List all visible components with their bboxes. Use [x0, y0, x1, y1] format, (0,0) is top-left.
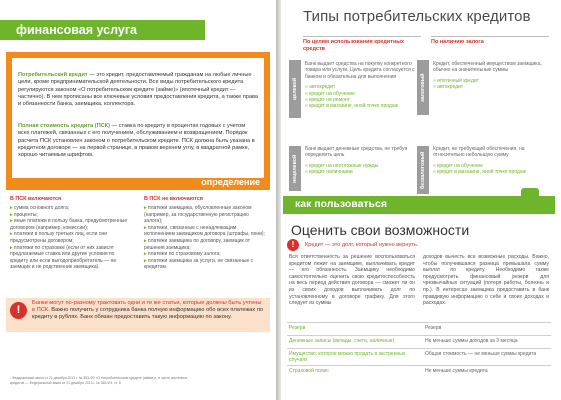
howto-label: как пользоваться — [295, 198, 387, 210]
table-cell: Не меньше суммы кредита — [423, 366, 551, 379]
warning-icon: ! — [10, 302, 27, 319]
warning-box — [6, 298, 270, 332]
left-page — [0, 0, 276, 400]
included-list — [10, 205, 130, 271]
table-cell: Имущество, которое можно продать в экстренных случаях — [287, 349, 423, 366]
definition-consumer-credit: Потребительский кредит — это кредит, предоставляемый гражданам на любые личные цели, кроме предпринимательской деятельности. Все виды потребительского кредита регулируются законом «О потребительском кредите (займе)» (ипотечный кредит — частично). В нем прописаны все ключевые условия предоставления кредита, а также права и обязанности банка, заемщика, коллектора. — [18, 72, 258, 108]
row-unsecured-label: беззалоговый — [417, 146, 429, 194]
footnotes: ¹ Федеральный закон от 21 декабря 2013 г. № 353-ФЗ «О потребительском кредите (займе)», в части ипотечных кредитов — Федеральный закон от 21 декабря 2013 г. № 363-ФЗ, ст. 6. — [10, 376, 188, 385]
list-item: ▸ платежи по страховке (если от них зависят предлагаемые ставка или другие условия по кредиту или если выгодоприобретатель — не заемщик и не родственник заемщика). — [10, 245, 130, 271]
list-item: ▸ платежи заемщика по договору, заемщик от решения заемщика; — [144, 238, 268, 251]
example-item: » кредит на неотложные нужды — [305, 162, 379, 169]
example-item: » кредит на ремонт — [305, 97, 350, 104]
rate-text-right: доходов вычесть все возможные расходы. Важно, чтобы получившаяся разница превышала сумму выплат по кредиту. Необходимо также предусмотреть финансовый резерв для чрезвычайных ситуаций (потеря работы, болезнь и пр.). В интересах заемщика предоставить в банк правдивую информацию о себе и своих доходах и расходах. — [423, 254, 549, 307]
row-untargeted-label: нецелевой — [289, 146, 301, 191]
warning-text: Банки могут по-разному трактовать одни и те же статьи, которые должны быть учтены в ПСК. Важно получить у сотрудника банка полную информацию обо всех платежах по кредиту в рублях. Банк обязан предоставить такую информацию по закону. — [32, 300, 264, 320]
row-targeted-label: целевой — [289, 60, 301, 118]
table-cell: Общая стоимость — не меньше суммы кредита — [423, 349, 551, 366]
example-item: » автокредит — [433, 84, 464, 91]
example-item: » автокредит — [305, 84, 336, 91]
excluded-list — [144, 205, 268, 271]
excluded-heading: В ПСК не включаются — [144, 196, 203, 202]
definition-label: определение — [201, 177, 260, 187]
list-item: ▸ платежи заемщика за услуги, не связанные с кредитом. — [144, 258, 268, 271]
example-item: » кредит на обучение — [433, 162, 483, 169]
types-title: Типы потребительских кредитов — [303, 8, 531, 25]
col-collateral-heading: По наличию залога — [431, 36, 549, 46]
list-item: ▸ платежи заемщика, обусловленные законом (например, за государственную регистрацию залога); — [144, 205, 268, 225]
example-item: » ипотечный кредит — [433, 77, 479, 84]
definition-full-cost: Полная стоимость кредита (ПСК) — ставка по кредиту в процентах годовых с учетом всех платежей, связанных с его получением, обслуживанием и возвращением. Порядок расчета ПСК установлен законом о потребительском кредите. ПСК должна быть указана в кредитном договоре — на первой странице, в правом верхнем углу, в квадратной рамке, хорошо читаемым шрифтом. — [18, 123, 255, 159]
cell-targeted: Банк выдает средства на покупку конкретного товара или услуги. Цель кредита согласуется с банком и обязательна для выполнения » автокредит » кредит на обучение » кредит на ремонт » кредит в магазине, иной точке продаж — [305, 61, 421, 110]
quote — [287, 239, 549, 253]
list-item: ▸ иные платежи в пользу банка, предусмотренные договором (например, комиссии); — [10, 218, 130, 231]
list-item: ▸ платежи, связанные с ненадлежащим исполнением заемщиком договора (штрафы, пени); — [144, 225, 268, 238]
warning-icon: ! — [287, 239, 299, 251]
right-page — [281, 0, 561, 400]
table-row — [287, 366, 551, 379]
list-item: ▸ проценты; — [10, 212, 130, 219]
list-item: ▸ платежи в пользу третьих лиц, если они предусмотрены договором; — [10, 231, 130, 244]
quote-text: Кредит — это долг, который нужно вернуть. — [305, 242, 419, 248]
cell-secured: Кредит, обеспеченный имуществом заемщика, обычно на значительные суммы » ипотечный кредит » автокредит — [433, 61, 553, 91]
table-cell: Резерв — [287, 323, 423, 336]
how-to-use-banner — [283, 196, 555, 214]
table-row — [287, 349, 551, 366]
table-cell: Резерв — [423, 323, 551, 336]
table-cell: Страховой полис — [287, 366, 423, 379]
row-secured-label: залоговый — [417, 60, 429, 115]
rate-title: Оценить свои возможности — [291, 222, 470, 238]
list-item: ▸ платежи по страховому залога; — [144, 251, 268, 258]
table-cell: Денежные запасы (вклады, счета, наличные) — [287, 336, 423, 349]
definition-box — [6, 52, 270, 190]
col-purpose-heading: По целям использования кредитных средств — [303, 36, 421, 53]
cell-untargeted: Банк выдает денежные средства, не требуя определить цель » кредит на неотложные нужды » кредит наличными — [305, 146, 421, 176]
table-cell: Не меньше суммы доходов за 3 месяца — [423, 336, 551, 349]
list-item: ▸ сумма основного долга; — [10, 205, 130, 212]
table-row — [287, 323, 551, 336]
rate-text-left: Вся ответственность за решение воспользоваться кредитом лежит на заемщике, выплачивать кредит — его обязанность. Заемщику необходимо самостоятельно оценить свою кредитоспособность на весь период действия договора — сможет ли он из своих доходов выплачивать долг по установленному в договоре графику. Для этого следует из суммы — [289, 254, 415, 307]
financial-service-banner — [0, 20, 205, 40]
table-row — [287, 336, 551, 349]
cell-unsecured: Кредит, не требующий обеспечения, на относительно небольшую сумму » кредит на обучение » кредит в магазине, иной точке продаж — [433, 146, 553, 176]
example-item: » кредит наличными — [305, 169, 353, 176]
example-item: » кредит в магазине, иной точке продаж — [305, 103, 398, 110]
included-heading: В ПСК включаются — [10, 196, 62, 202]
reserve-table — [287, 322, 551, 378]
banner-label: финансовая услуга — [16, 23, 137, 37]
example-item: » кредит на обучение — [305, 90, 355, 97]
example-item: » кредит в магазине, иной точке продаж — [433, 169, 526, 176]
